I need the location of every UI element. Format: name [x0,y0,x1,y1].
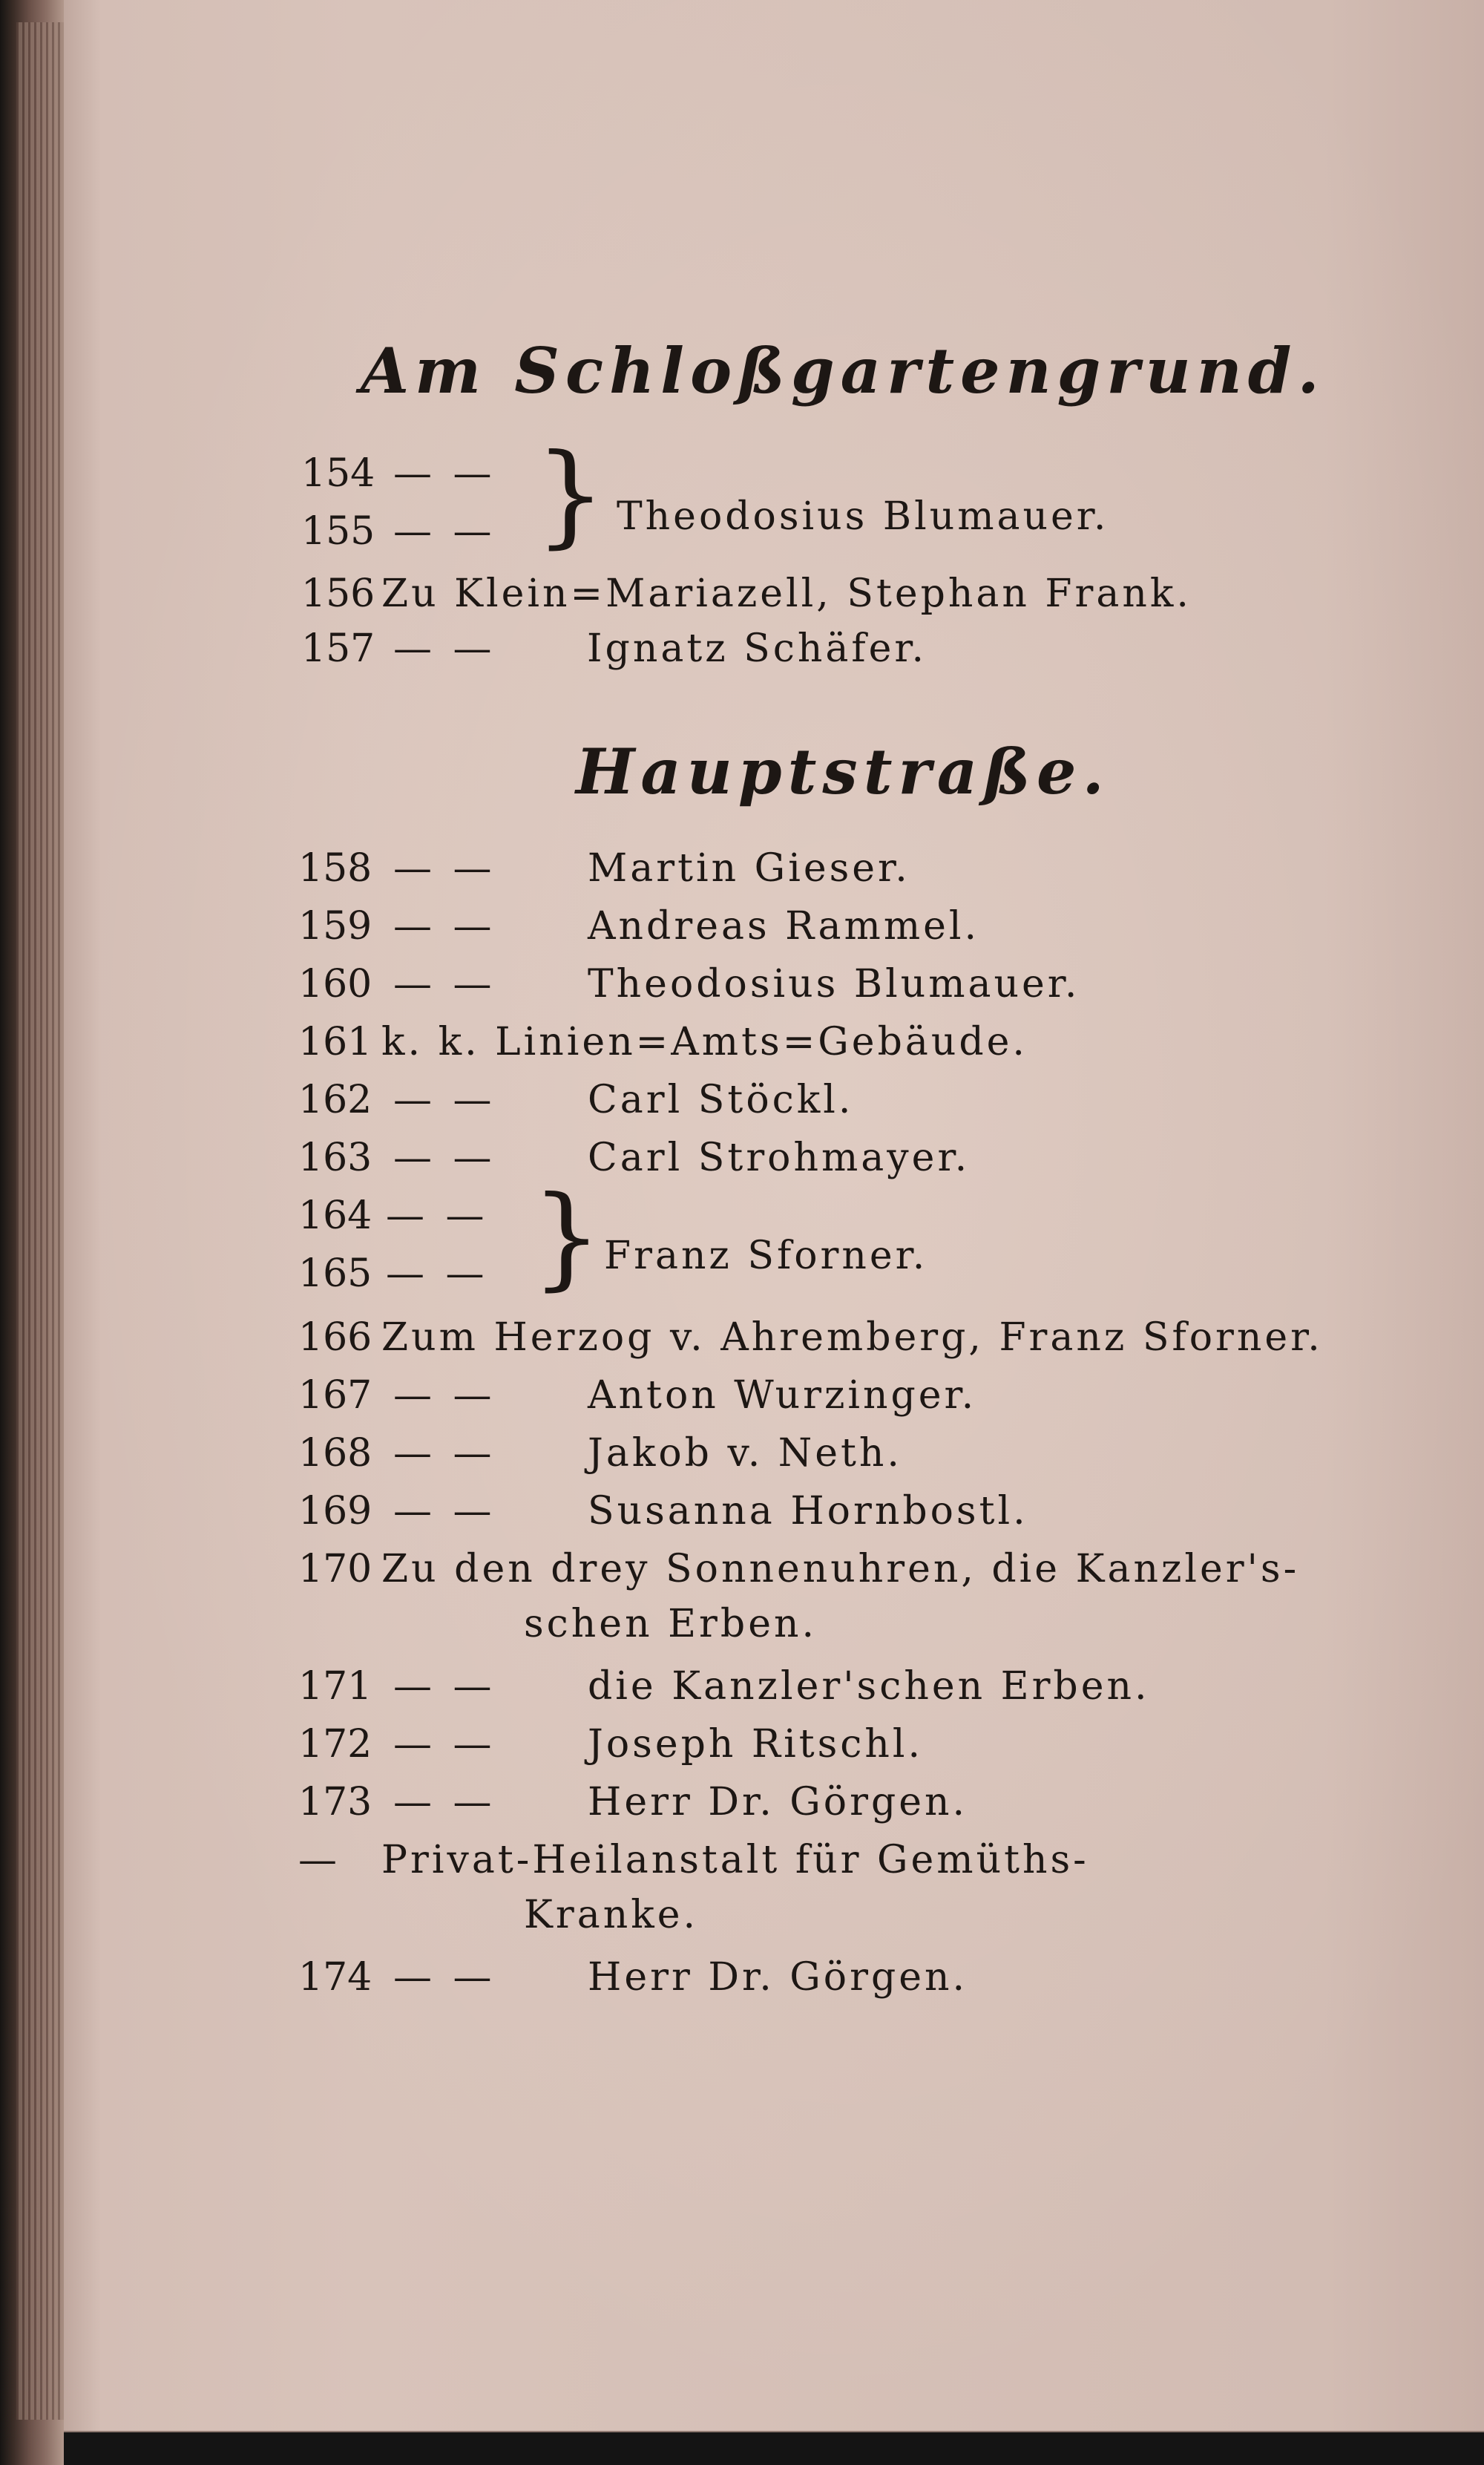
ditto-dashes: — — [386,1194,489,1238]
house-number: 167 [298,1373,372,1418]
owner-name: Jakob v. Neth. [588,1431,902,1476]
house-number: 168 [298,1431,372,1476]
entry-text: Zu Klein=Mariazell, Stephan Frank. [381,572,1192,616]
brace-icon: } [535,431,606,560]
owner-name: Theodosius Blumauer. [588,962,1080,1006]
house-number: 169 [298,1489,372,1533]
owner-name: Carl Strohmayer. [588,1136,971,1180]
ditto-dashes: — — [393,1664,496,1709]
ditto-dashes: — — [393,1136,496,1180]
house-number: 173 [298,1780,372,1824]
house-number: 172 [298,1722,372,1767]
entry-text-continued: schen Erben. [524,1602,817,1646]
section-heading: Hauptstraße. [576,735,1110,808]
ditto-dashes: — — [393,1722,496,1767]
house-number: 165 [298,1251,372,1296]
owner-name: Martin Gieser. [588,846,910,891]
owner-name: Theodosius Blumauer. [617,494,1109,539]
entry-text: k. k. Linien=Amts=Gebäude. [381,1020,1028,1064]
owner-name: Franz Sforner. [604,1234,928,1278]
house-number: 155 [301,509,375,554]
house-number: 156 [301,572,375,616]
owner-name: Herr Dr. Görgen. [588,1955,968,2000]
entry-text: Privat-Heilanstalt für Gemüths- [381,1838,1089,1882]
owner-name: Herr Dr. Görgen. [588,1780,968,1824]
owner-name: Anton Wurzinger. [588,1373,977,1418]
owner-name: die Kanzler'schen Erben. [588,1664,1150,1709]
house-number: 164 [298,1194,372,1238]
owner-name: Andreas Rammel. [588,904,980,949]
house-number: 159 [298,904,372,949]
house-number: — [298,1838,337,1882]
ditto-dashes: — — [386,1251,489,1296]
ditto-dashes: — — [393,1955,496,2000]
house-number: 170 [298,1547,372,1591]
house-number: 163 [298,1136,372,1180]
house-number: 171 [298,1664,372,1709]
section-heading: Am Schloßgartengrund. [361,334,1325,407]
entry-text: Zum Herzog v. Ahremberg, Franz Sforner. [381,1315,1323,1360]
owner-name: Joseph Ritschl. [588,1722,924,1767]
house-number: 161 [298,1020,372,1064]
entry-text: Zu den drey Sonnenuhren, die Kanzler's- [381,1547,1300,1591]
house-number: 158 [298,846,372,891]
house-number: 160 [298,962,372,1006]
ditto-dashes: — — [393,904,496,949]
house-number: 166 [298,1315,372,1360]
ditto-dashes: — — [393,1078,496,1122]
ditto-dashes: — — [393,509,496,554]
ditto-dashes: — — [393,1489,496,1533]
ditto-dashes: — — [393,626,496,671]
house-number: 157 [301,626,375,671]
house-number: 174 [298,1955,372,2000]
entry-text-continued: Kranke. [524,1893,699,1937]
ditto-dashes: — — [393,1431,496,1476]
owner-name: Carl Stöckl. [588,1078,854,1122]
ditto-dashes: — — [393,451,496,496]
house-number: 162 [298,1078,372,1122]
ditto-dashes: — — [393,1373,496,1418]
house-number: 154 [301,451,375,496]
brace-icon: } [531,1173,603,1302]
page-edges [16,22,68,2420]
book-page [64,0,1484,2432]
owner-name: Susanna Hornbostl. [588,1489,1028,1533]
owner-name: Ignatz Schäfer. [587,626,928,671]
ditto-dashes: — — [393,962,496,1006]
ditto-dashes: — — [393,846,496,891]
ditto-dashes: — — [393,1780,496,1824]
